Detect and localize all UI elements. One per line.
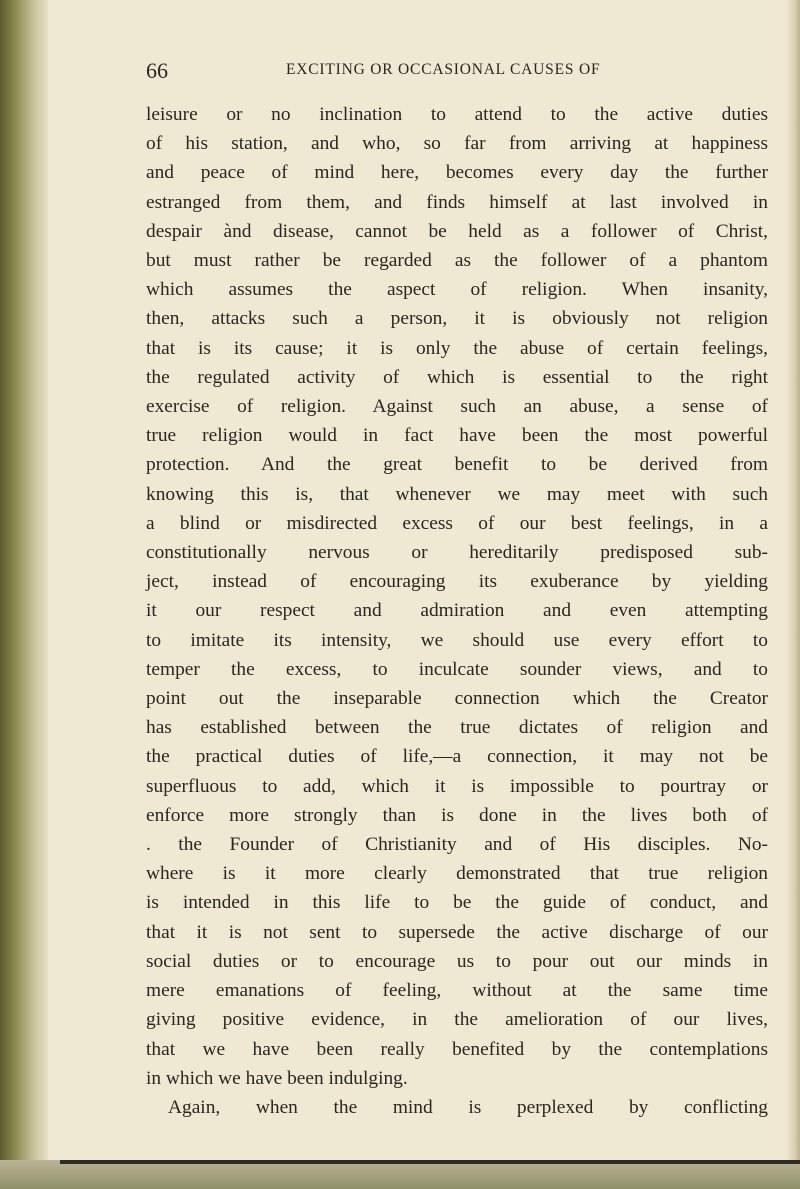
text-line: has established between the true dictates of religion and — [146, 717, 768, 739]
text-line: . the Founder of Christianity and of His disciples. No- — [146, 834, 768, 856]
book-spine-gutter — [0, 0, 48, 1189]
running-head: EXCITING OR OCCASIONAL CAUSES OF — [286, 61, 601, 78]
text-line: constitutionally nervous or hereditarily predisposed sub- — [146, 542, 768, 564]
text-line: exercise of religion. Against such an abuse, a sense of — [146, 396, 768, 418]
text-line: of his station, and who, so far from arriving at happiness — [146, 133, 768, 155]
text-line: social duties or to encourage us to pour out our minds in — [146, 950, 768, 972]
text-line: the practical duties of life,—a connection, it may not be — [146, 746, 768, 768]
text-line: temper the excess, to inculcate sounder views, and to — [146, 658, 768, 680]
text-line: protection. And the great benefit to be derived from — [146, 454, 768, 476]
text-line: Again, when the mind is perplexed by conflicting — [168, 1096, 768, 1118]
text-line: it our respect and admiration and even attempting — [146, 600, 768, 622]
text-line: a blind or misdirected excess of our best feelings, in a — [146, 512, 768, 534]
text-line: leisure or no inclination to attend to the active duties — [146, 104, 768, 125]
text-line: is intended in this life to be the guide of conduct, and — [146, 892, 768, 914]
text-line: that it is not sent to supersede the active discharge of our — [146, 921, 768, 943]
text-line: the regulated activity of which is essential to the right — [146, 366, 768, 388]
page-right-edge — [786, 0, 800, 1189]
text-line: in which we have been indulging. — [146, 1067, 408, 1089]
page-header — [146, 58, 776, 88]
text-line: true religion would in fact have been the most powerful — [146, 425, 768, 447]
text-line: knowing this is, that whenever we may meet with such — [146, 483, 768, 505]
text-line: but must rather be regarded as the follower of a phantom — [146, 250, 768, 272]
text-line: despair ànd disease, cannot be held as a follower of Christ, — [146, 220, 768, 242]
text-line: superfluous to add, which it is impossible to pourtray or — [146, 775, 768, 797]
text-line: estranged from them, and finds himself at last involved in — [146, 191, 768, 213]
text-line: that is its cause; it is only the abuse of certain feelings, — [146, 337, 768, 359]
text-line: which assumes the aspect of religion. When insanity, — [146, 279, 768, 301]
text-line: mere emanations of feeling, without at the same time — [146, 980, 768, 1002]
body-text — [146, 100, 768, 1122]
text-line: to imitate its intensity, we should use every effort to — [146, 629, 768, 651]
text-line: point out the inseparable connection which the Creator — [146, 688, 768, 710]
text-line: enforce more strongly than is done in the lives both of — [146, 804, 768, 826]
page-number: 66 — [146, 58, 168, 83]
text-line: and peace of mind here, becomes every day the further — [146, 162, 768, 184]
text-line: ject, instead of encouraging its exuberance by yielding — [146, 571, 768, 593]
text-line: that we have been really benefited by the contemplations — [146, 1038, 768, 1060]
page-bottom-edge — [0, 1160, 800, 1189]
text-line: where is it more clearly demonstrated that true religion — [146, 863, 768, 885]
text-line: then, attacks such a person, it is obviously not religion — [146, 308, 768, 330]
text-line: giving positive evidence, in the amelioration of our lives, — [146, 1009, 768, 1031]
page-bottom-rule — [60, 1160, 800, 1164]
